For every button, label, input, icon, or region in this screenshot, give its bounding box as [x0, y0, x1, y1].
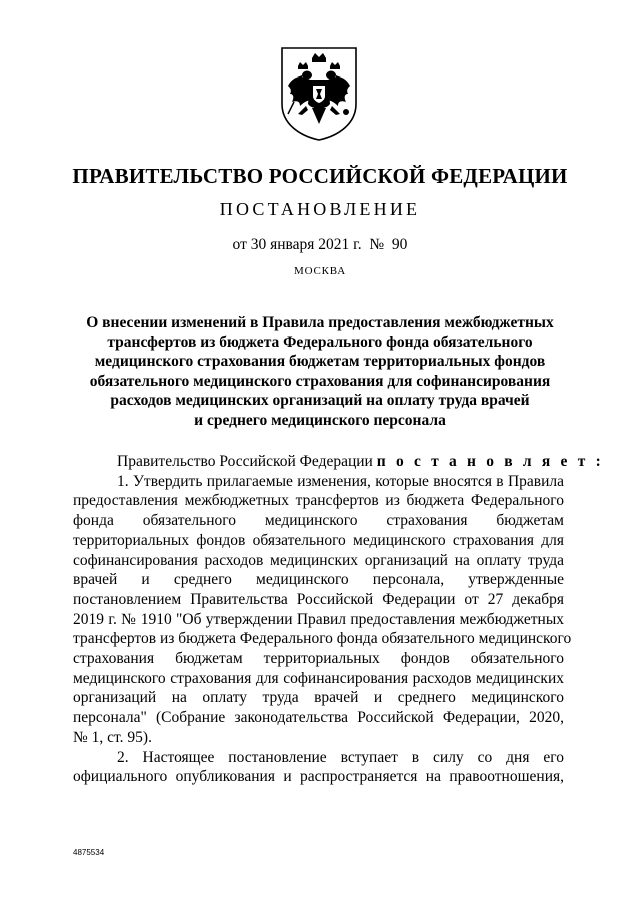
subject-line: О внесении изменений в Правила предоставления межбюджетных: [86, 314, 554, 331]
subject-line: медицинского страхования бюджетам территориальных фондов: [94, 353, 546, 370]
body-line: врачей и среднего медицинского персонала, утвержденные: [73, 571, 564, 589]
body-line: софинансирования расходов медицинских организаций на оплату труда: [73, 551, 564, 569]
intro-decrees: п о с т а н о в л я е т :: [376, 453, 604, 470]
body-line: страхования бюджетам территориальных фондов обязательного: [73, 650, 564, 668]
intro-prefix: Правительство Российской Федерации: [117, 453, 377, 470]
body-line: 2. Настоящее постановление вступает в силу со дня его: [117, 748, 564, 766]
intro-line: [73, 452, 604, 472]
body-line: фонда обязательного медицинского страхования бюджетам: [73, 512, 564, 530]
coat-of-arms-emblem: [276, 44, 362, 142]
body-line: трансфертов из бюджета Федерального фонда обязательного медицинского: [73, 630, 572, 648]
document-code: 4875534: [73, 848, 105, 857]
body-line: постановлением Правительства Российской Федерации от 27 декабря: [73, 590, 564, 608]
body-line: персонала" (Собрание законодательства Российской Федерации, 2020,: [73, 709, 564, 727]
body-line: 2019 г. № 1910 "Об утверждении Правил предоставления межбюджетных: [73, 610, 564, 628]
subject-line: обязательного медицинского страхования для софинансирования: [89, 372, 551, 390]
body-line: территориальных фондов обязательного медицинского страхования для: [73, 531, 564, 549]
body-line: предоставления межбюджетных трансфертов из бюджета Федерального: [73, 492, 564, 510]
document-city: МОСКВА: [294, 265, 346, 277]
subject-line: трансфертов из бюджета Федерального фонда обязательного: [107, 333, 533, 351]
body-line: № 1, ст. 95).: [73, 728, 152, 746]
body-line: организаций на оплату труда врачей и среднего медицинского: [73, 689, 564, 707]
subject-line: расходов медицинских организаций на оплату труда врачей: [110, 392, 530, 409]
government-title: ПРАВИТЕЛЬСТВО РОССИЙСКОЙ ФЕДЕРАЦИИ: [72, 164, 568, 188]
body-line: 1. Утвердить прилагаемые изменения, которые вносятся в Правила: [117, 472, 564, 490]
body-line: официального опубликования и распространяется на правоотношения,: [73, 768, 564, 786]
document-body: [73, 452, 604, 787]
subject-line: и среднего медицинского персонала: [194, 411, 446, 429]
body-line: медицинского страхования для софинансирования расходов медицинских: [73, 669, 564, 687]
document-date-number: от 30 января 2021 г. № 90: [232, 236, 408, 253]
document-type: ПОСТАНОВЛЕНИЕ: [219, 199, 421, 219]
document-subject: [80, 313, 560, 430]
